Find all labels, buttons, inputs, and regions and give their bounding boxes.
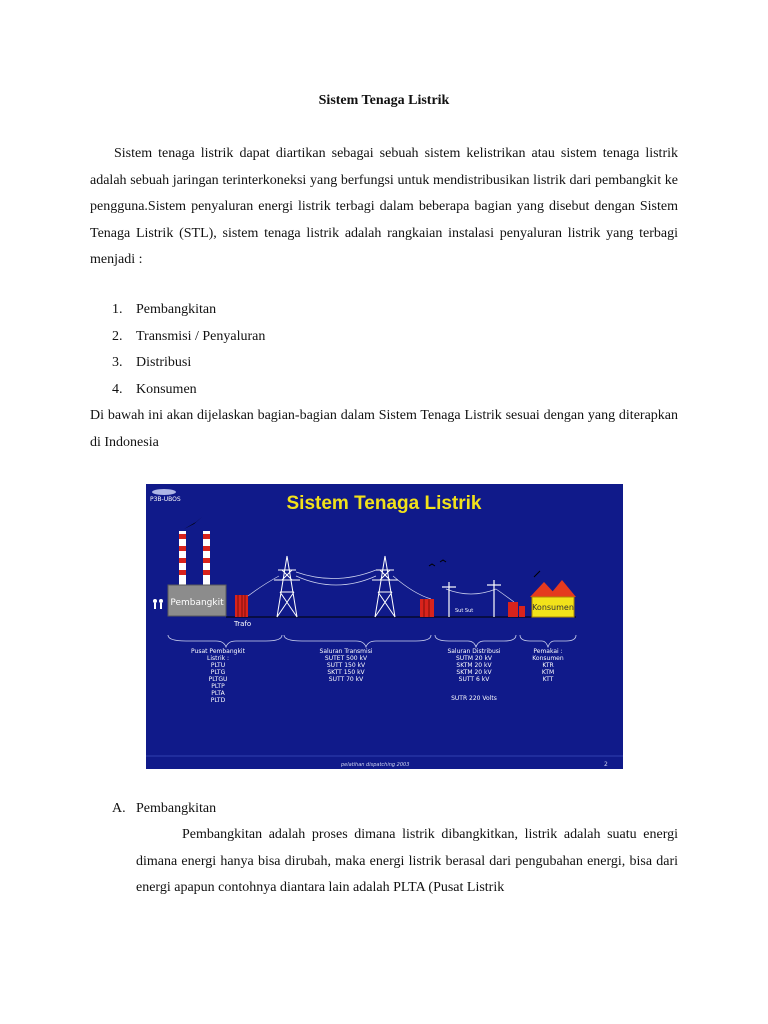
group-line: SKTT 150 kV xyxy=(327,669,365,676)
group-line: PLTGU xyxy=(208,676,228,683)
list-text: Transmisi / Penyaluran xyxy=(136,328,266,344)
page-title: Sistem Tenaga Listrik xyxy=(318,93,450,108)
list-number: 2. xyxy=(112,328,123,344)
consumer-label: Konsumen xyxy=(532,603,574,612)
group-line: PLTG xyxy=(210,669,226,676)
list-item xyxy=(112,324,265,351)
logo-icon xyxy=(152,489,176,495)
figure-page-number: 2 xyxy=(604,761,608,768)
section-title: Pembangkitan xyxy=(136,801,217,816)
logo-text: P3B-UBOS xyxy=(150,496,181,503)
plant-label: Pembangkit xyxy=(170,598,224,608)
transformer-icon xyxy=(420,599,434,617)
group-line: PLTD xyxy=(210,697,226,704)
outro-paragraph: Di bawah ini akan dijelaskan bagian-bagian dalam Sistem Tenaga Listrik sesuai dengan yang diterapkan di Indonesia xyxy=(90,408,678,450)
section-number: A. xyxy=(112,801,126,816)
section-a-heading xyxy=(112,796,216,823)
group-line: PLTA xyxy=(211,690,225,697)
chimney-icon xyxy=(179,531,186,585)
group-line: KTT xyxy=(542,676,554,683)
group-line: Konsumen xyxy=(532,655,564,662)
list-item xyxy=(112,297,265,324)
group-line: Pusat Pembangkit xyxy=(191,648,245,655)
group-line: SUTT 6 kV xyxy=(458,676,490,683)
power-system-diagram xyxy=(146,484,623,769)
list-number: 4. xyxy=(112,381,123,397)
group-line: SUTT 150 kV xyxy=(326,662,366,669)
list-text: Distribusi xyxy=(136,355,192,370)
power-system-figure xyxy=(146,484,623,769)
figure-title: Sistem Tenaga Listrik xyxy=(286,493,482,514)
list-number: 1. xyxy=(112,302,123,317)
figure-footer-text: pelatihan dispatching 2003 xyxy=(341,762,410,768)
group-line: Listrik : xyxy=(206,655,230,662)
chimney-icon xyxy=(203,531,210,585)
group-line: Pemakai : xyxy=(533,648,563,655)
list-text: Pembangkitan xyxy=(136,302,217,317)
list-item xyxy=(112,377,265,404)
transformer-icon xyxy=(235,595,248,617)
group-line: Saluran Transmisi xyxy=(319,648,373,655)
intro-paragraph: Sistem tenaga listrik dapat diartikan sebagai sebuah sistem kelistrikan atau sistem tenaga listrik adalah sebuah jaringan terinterkoneksi yang berfungsi untuk mendistribusikan listrik dari pembangkit ke pengguna.Sistem penyaluran energi listrik terbagi dalam beberapa bagian yang disebut dengan Sistem Tenaga Listrik (STL), sistem tenaga listrik adalah rangkaian instalasi penyaluran listrik yang terbagi menjadi : xyxy=(90,146,678,267)
list-text: Konsumen xyxy=(136,381,197,397)
list-item xyxy=(112,350,265,377)
group-line: KTR xyxy=(542,662,554,669)
stl-parts-list xyxy=(112,297,265,403)
group-line: SKTM 20 kV xyxy=(456,669,492,676)
group-line: SUTM 20 kV xyxy=(455,655,493,662)
group-line: PLTU xyxy=(210,662,226,669)
group-line: SKTM 20 kV xyxy=(456,662,492,669)
list-number: 3. xyxy=(112,355,123,370)
group-line: PLTP xyxy=(211,683,225,690)
group-line: SUTT 70 kV xyxy=(328,676,364,683)
group-line: SUTET 500 kV xyxy=(324,655,368,662)
figure-background xyxy=(146,484,623,769)
group-line: Saluran Distribusi xyxy=(447,648,501,655)
group-line: SUTR 220 Volts xyxy=(451,695,497,702)
poles-label: Sut Sut xyxy=(455,608,474,614)
section-a-body: Pembangkitan adalah proses dimana listrik dibangkitkan, listrik adalah suatu energi dimana energi hanya bisa dirubah, maka energi listrik berasal dari pengubahan energi, bisa dari energi apapun contohnya diantara lain adalah PLTA (Pusat Listrik xyxy=(136,827,678,895)
trafo-label: Trafo xyxy=(234,620,252,628)
group-line: KTM xyxy=(541,669,555,676)
